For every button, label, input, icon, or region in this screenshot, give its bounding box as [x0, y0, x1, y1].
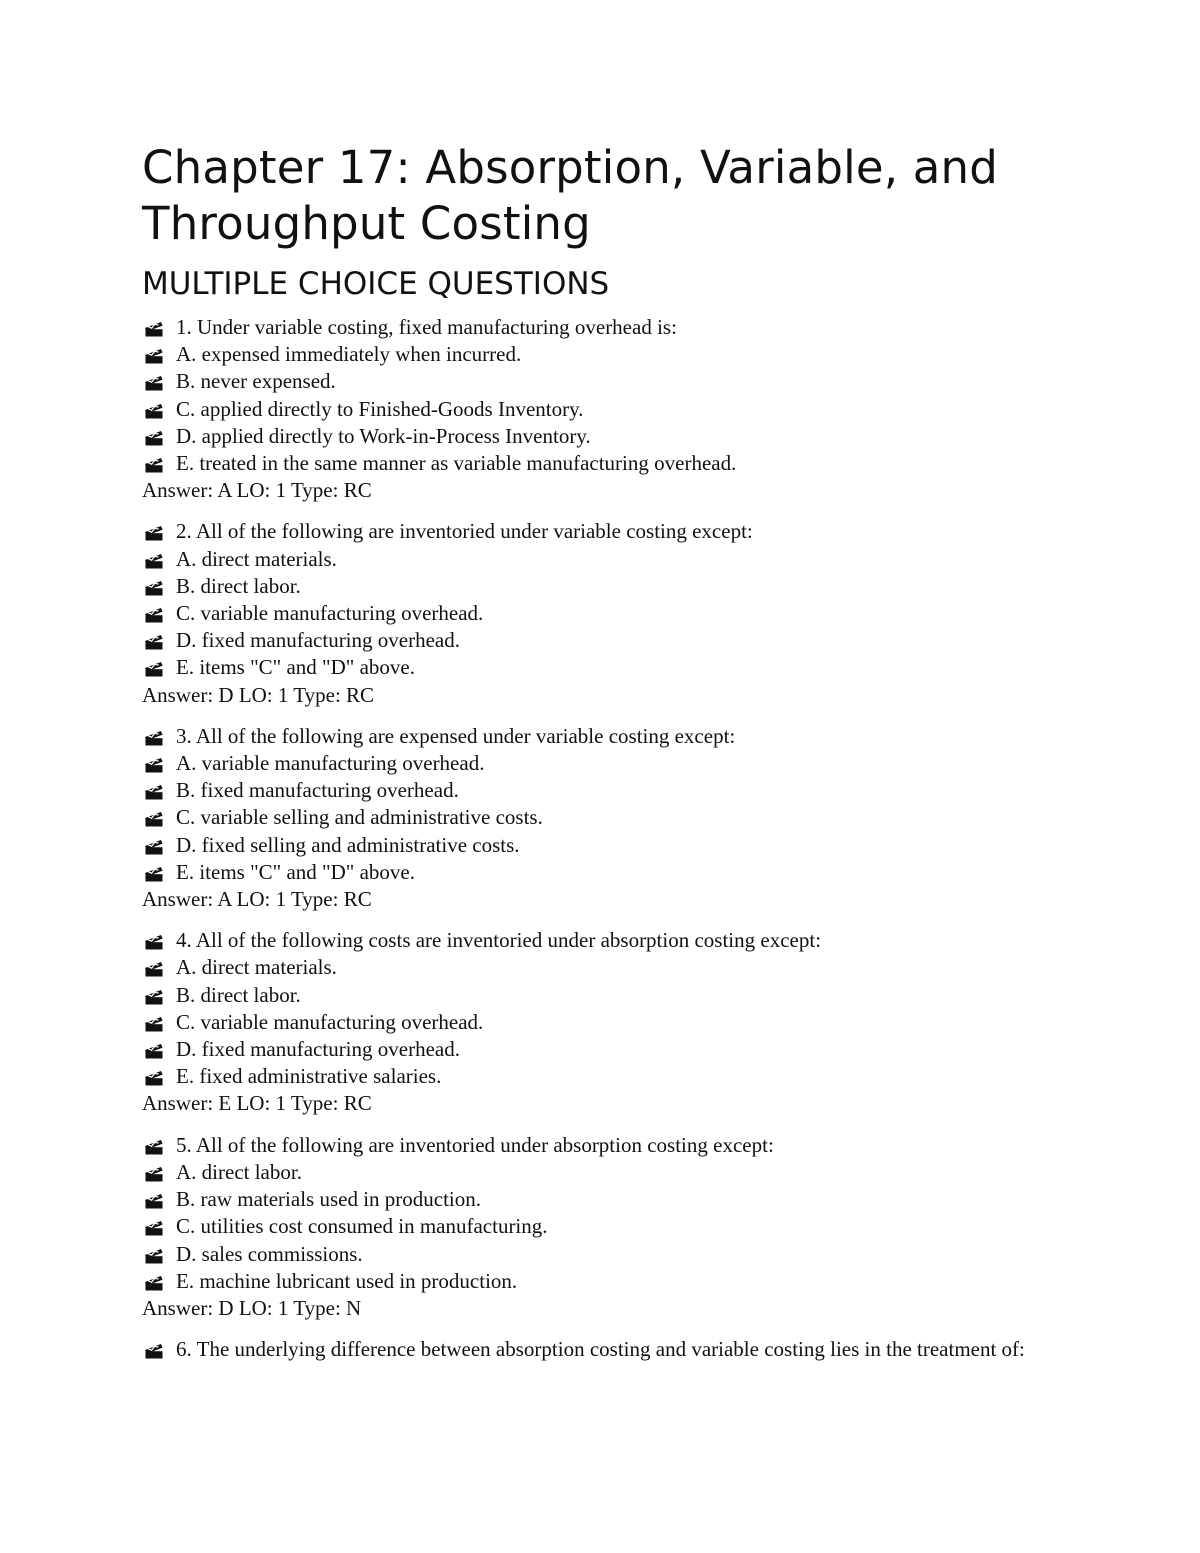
answer-option [142, 777, 1062, 804]
answer-option [142, 954, 1062, 981]
clapperboard-icon [142, 1213, 176, 1240]
answer-option-text: D. sales commissions. [176, 1241, 363, 1266]
clapperboard-icon [142, 804, 176, 831]
answer-option-text: E. machine lubricant used in production. [176, 1268, 518, 1293]
answer-option-text: B. never expensed. [176, 369, 336, 394]
answer-option-text: D. applied directly to Work-in-Process Inventory. [176, 423, 591, 448]
answer-option [142, 341, 1062, 368]
clapperboard-icon [142, 518, 176, 545]
clapperboard-icon [142, 832, 176, 859]
clapperboard-icon [142, 1241, 176, 1268]
answer-option [142, 1063, 1062, 1090]
clapperboard-icon [142, 859, 176, 886]
answer-option-text: A. direct labor. [176, 1159, 302, 1184]
clapperboard-icon [142, 627, 176, 654]
answer-option [142, 1009, 1062, 1036]
answer-option [142, 368, 1062, 395]
answer-option-text: D. fixed manufacturing overhead. [176, 1037, 460, 1062]
answer-option-text: D. fixed manufacturing overhead. [176, 628, 460, 653]
clapperboard-icon [142, 1186, 176, 1213]
answer-key: Answer: E LO: 1 Type: RC [142, 1091, 372, 1116]
answer-option-text: B. direct labor. [176, 982, 301, 1007]
answer-option [142, 1241, 1062, 1268]
question-stem [142, 927, 1062, 954]
clapperboard-icon [142, 450, 176, 477]
answer-option [142, 750, 1062, 777]
answer-option [142, 396, 1062, 423]
section-title: MULTIPLE CHOICE QUESTIONS [142, 266, 610, 302]
answer-option-text: D. fixed selling and administrative costs. [176, 832, 520, 857]
answer-option [142, 573, 1062, 600]
question-stem [142, 314, 1062, 341]
clapperboard-icon [142, 1336, 176, 1363]
answer-option-text: E. treated in the same manner as variable manufacturing overhead. [176, 451, 737, 476]
clapperboard-icon [142, 927, 176, 954]
question-block [142, 518, 1062, 708]
question-list [142, 314, 1062, 1363]
question-stem-text: 6. The underlying difference between absorption costing and variable costing lies in the treatment of: [176, 1337, 1025, 1362]
clapperboard-icon [142, 341, 176, 368]
clapperboard-icon [142, 750, 176, 777]
clapperboard-icon [142, 1009, 176, 1036]
clapperboard-icon [142, 423, 176, 450]
question-stem [142, 1336, 1062, 1363]
answer-option [142, 804, 1062, 831]
question-stem-text: 4. All of the following costs are inventoried under absorption costing except: [176, 928, 822, 953]
answer-option [142, 859, 1062, 886]
question-block [142, 1132, 1062, 1322]
answer-key: Answer: A LO: 1 Type: RC [142, 887, 372, 912]
clapperboard-icon [142, 1268, 176, 1295]
answer-option [142, 1213, 1062, 1240]
answer-option-text: B. direct labor. [176, 573, 301, 598]
question-stem-text: 5. All of the following are inventoried under absorption costing except: [176, 1132, 774, 1157]
answer-option-text: A. variable manufacturing overhead. [176, 751, 485, 776]
answer-option [142, 546, 1062, 573]
clapperboard-icon [142, 1132, 176, 1159]
answer-option [142, 600, 1062, 627]
clapperboard-icon [142, 600, 176, 627]
answer-option [142, 832, 1062, 859]
answer-option-text: A. direct materials. [176, 955, 337, 980]
clapperboard-icon [142, 982, 176, 1009]
answer-option [142, 423, 1062, 450]
clapperboard-icon [142, 1159, 176, 1186]
clapperboard-icon [142, 368, 176, 395]
question-block [142, 1336, 1062, 1363]
answer-key: Answer: A LO: 1 Type: RC [142, 478, 372, 503]
clapperboard-icon [142, 723, 176, 750]
answer-option [142, 654, 1062, 681]
answer-option-text: C. applied directly to Finished-Goods Inventory. [176, 396, 584, 421]
question-block [142, 927, 1062, 1117]
question-block [142, 314, 1062, 504]
answer-option-text: E. fixed administrative salaries. [176, 1064, 442, 1089]
answer-key: Answer: D LO: 1 Type: RC [142, 682, 375, 707]
clapperboard-icon [142, 573, 176, 600]
answer-key: Answer: D LO: 1 Type: N [142, 1295, 362, 1320]
answer-option [142, 627, 1062, 654]
clapperboard-icon [142, 654, 176, 681]
question-stem-text: 2. All of the following are inventoried under variable costing except: [176, 519, 753, 544]
answer-option [142, 450, 1062, 477]
answer-option [142, 982, 1062, 1009]
answer-option-text: C. variable selling and administrative costs. [176, 805, 543, 830]
answer-option [142, 1268, 1062, 1295]
question-stem [142, 1132, 1062, 1159]
question-stem [142, 518, 1062, 545]
answer-option-text: E. items "C" and "D" above. [176, 655, 415, 680]
clapperboard-icon [142, 954, 176, 981]
answer-option-text: C. utilities cost consumed in manufacturing. [176, 1214, 548, 1239]
answer-option [142, 1159, 1062, 1186]
answer-option [142, 1186, 1062, 1213]
chapter-title: Chapter 17: Absorption, Variable, and Throughput Costing [142, 141, 999, 250]
answer-option-text: A. expensed immediately when incurred. [176, 342, 522, 367]
question-stem-text: 3. All of the following are expensed under variable costing except: [176, 723, 736, 748]
question-block [142, 723, 1062, 913]
clapperboard-icon [142, 546, 176, 573]
document-page [142, 140, 1062, 1377]
answer-option-text: C. variable manufacturing overhead. [176, 601, 484, 626]
clapperboard-icon [142, 1036, 176, 1063]
clapperboard-icon [142, 396, 176, 423]
answer-option-text: A. direct materials. [176, 546, 337, 571]
clapperboard-icon [142, 1063, 176, 1090]
answer-option [142, 1036, 1062, 1063]
clapperboard-icon [142, 314, 176, 341]
question-stem [142, 723, 1062, 750]
answer-option-text: B. fixed manufacturing overhead. [176, 778, 459, 803]
answer-option-text: C. variable manufacturing overhead. [176, 1009, 484, 1034]
answer-option-text: B. raw materials used in production. [176, 1187, 482, 1212]
answer-option-text: E. items "C" and "D" above. [176, 859, 415, 884]
question-stem-text: 1. Under variable costing, fixed manufacturing overhead is: [176, 315, 677, 339]
clapperboard-icon [142, 777, 176, 804]
